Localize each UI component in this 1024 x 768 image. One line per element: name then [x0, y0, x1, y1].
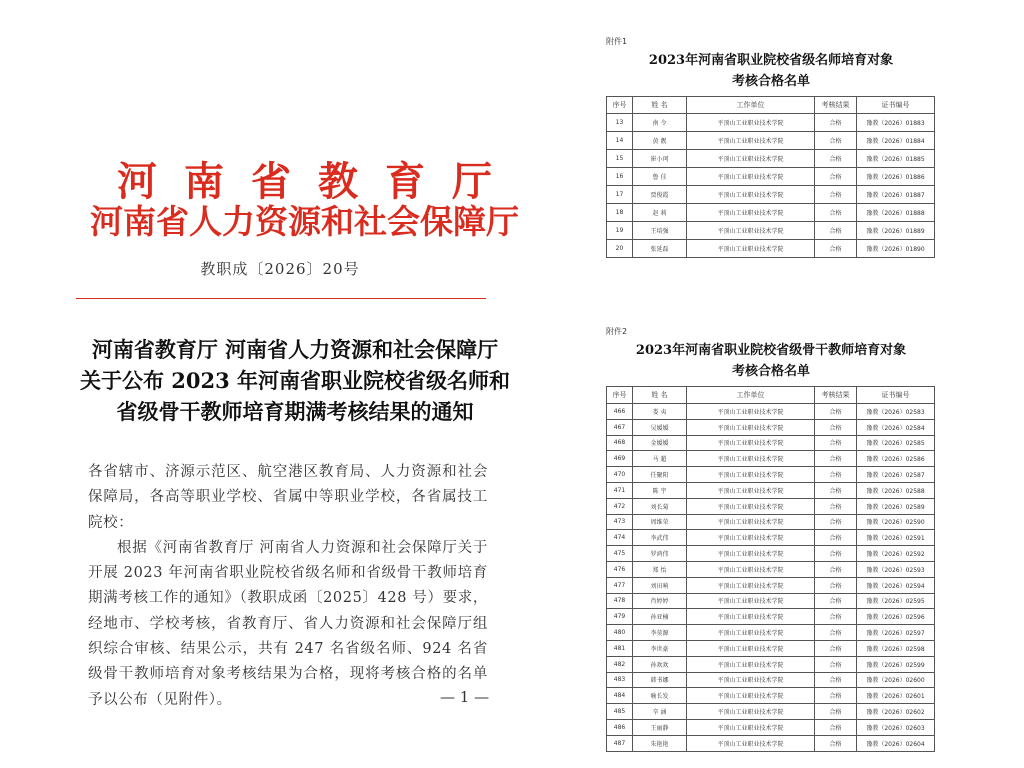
- cell-col-result: 合格: [815, 132, 857, 150]
- cell-col-cert: 豫教（2026）02594: [857, 577, 935, 593]
- cell-col-cert: 豫教（2026）02588: [857, 482, 935, 498]
- cell-col-name: 李莫源: [633, 625, 687, 641]
- cell-col-name: 吴媛媛: [633, 419, 687, 435]
- cell-col-result: 合格: [815, 546, 857, 562]
- table-row: [607, 467, 935, 483]
- cell-col-serial: 20: [607, 240, 633, 258]
- document-number: 教职成〔2026〕20号: [200, 260, 360, 278]
- cell-col-unit: 平顶山工业职业技术学院: [687, 640, 815, 656]
- cell-col-result: 合格: [815, 735, 857, 751]
- cell-col-name: 辛 涵: [633, 704, 687, 720]
- cell-col-serial: 19: [607, 222, 633, 240]
- cell-col-cert: 豫教（2026）02596: [857, 609, 935, 625]
- cell-col-serial: 478: [607, 593, 633, 609]
- cell-col-serial: 479: [607, 609, 633, 625]
- cell-col-name: 李世豪: [633, 640, 687, 656]
- cell-col-name: 任聚阳: [633, 467, 687, 483]
- table-row: [607, 240, 935, 258]
- cell-col-unit: 平顶山工业职业技术学院: [687, 704, 815, 720]
- header-col-cert: 证书编号: [857, 387, 935, 404]
- cell-col-cert: 豫教（2026）02589: [857, 498, 935, 514]
- cell-col-name: 贾俊霞: [633, 186, 687, 204]
- cell-col-name: 王丽静: [633, 719, 687, 735]
- table-row: [607, 704, 935, 720]
- cell-col-serial: 484: [607, 688, 633, 704]
- header-col-serial: 序号: [607, 97, 633, 114]
- cell-col-serial: 476: [607, 561, 633, 577]
- cell-col-result: 合格: [815, 435, 857, 451]
- cell-col-cert: 豫教（2026）01889: [857, 222, 935, 240]
- cell-col-result: 合格: [815, 419, 857, 435]
- cell-col-unit: 平顶山工业职业技术学院: [687, 204, 815, 222]
- cell-col-result: 合格: [815, 240, 857, 258]
- cell-col-name: 肖婷婷: [633, 593, 687, 609]
- cell-col-name: 黄 靓: [633, 132, 687, 150]
- cell-col-cert: 豫教（2026）01886: [857, 168, 935, 186]
- table-row: [607, 132, 935, 150]
- cell-col-serial: 482: [607, 656, 633, 672]
- notice-body: [88, 460, 488, 713]
- cell-col-unit: 平顶山工业职业技术学院: [687, 404, 815, 420]
- annex-title-line: 考核合格名单: [731, 364, 810, 379]
- table-row: [607, 735, 935, 751]
- cell-col-unit: 平顶山工业职业技术学院: [687, 688, 815, 704]
- table-row: [607, 561, 935, 577]
- table-row: [607, 625, 935, 641]
- cell-col-unit: 平顶山工业职业技术学院: [687, 609, 815, 625]
- cell-col-cert: 豫教（2026）02593: [857, 561, 935, 577]
- cell-col-cert: 豫教（2026）02599: [857, 656, 935, 672]
- cell-col-serial: 471: [607, 482, 633, 498]
- cell-col-name: 崔小珂: [633, 150, 687, 168]
- table-row: [607, 451, 935, 467]
- cell-col-cert: 豫教（2026）02591: [857, 530, 935, 546]
- table-row: [607, 404, 935, 420]
- issuer-header-education-dept: 河南省教育厅: [117, 158, 519, 205]
- annex-1: [606, 36, 936, 258]
- cell-col-name: 张延磊: [633, 240, 687, 258]
- table-row: [607, 577, 935, 593]
- cell-col-cert: 豫教（2026）01885: [857, 150, 935, 168]
- cell-col-result: 合格: [815, 704, 857, 720]
- cell-col-cert: 豫教（2026）01888: [857, 204, 935, 222]
- cell-col-unit: 平顶山工业职业技术学院: [687, 451, 815, 467]
- cell-col-serial: 467: [607, 419, 633, 435]
- cell-col-result: 合格: [815, 222, 857, 240]
- cell-col-cert: 豫教（2026）02584: [857, 419, 935, 435]
- table-row: [607, 482, 935, 498]
- notice-title-line: 省级骨干教师培育期满考核结果的通知: [116, 399, 474, 424]
- cell-col-serial: 468: [607, 435, 633, 451]
- cell-col-result: 合格: [815, 640, 857, 656]
- cell-col-unit: 平顶山工业职业技术学院: [687, 222, 815, 240]
- cell-col-name: 赵 莉: [633, 204, 687, 222]
- cell-col-unit: 平顶山工业职业技术学院: [687, 435, 815, 451]
- cell-col-unit: 平顶山工业职业技术学院: [687, 150, 815, 168]
- cell-col-cert: 豫教（2026）02590: [857, 514, 935, 530]
- cell-col-cert: 豫教（2026）01890: [857, 240, 935, 258]
- notice-title: [60, 334, 530, 427]
- cell-col-unit: 平顶山工业职业技术学院: [687, 719, 815, 735]
- cell-col-result: 合格: [815, 656, 857, 672]
- annex-2-table: [606, 386, 935, 752]
- table-row: [607, 672, 935, 688]
- table-row: [607, 222, 935, 240]
- header-col-serial: 序号: [607, 387, 633, 404]
- cell-col-name: 韩书娜: [633, 672, 687, 688]
- cell-col-cert: 豫教（2026）02603: [857, 719, 935, 735]
- cell-col-name: 李武伟: [633, 530, 687, 546]
- cell-col-unit: 平顶山工业职业技术学院: [687, 240, 815, 258]
- body-paragraph: 根据《河南省教育厅 河南省人力资源和社会保障厅关于开展 2023 年河南省职业院校省级名师和省级骨干教师培育期满考核工作的通知》（教职成函〔2025〕428 号）要求，经地市、学校考核，省教育厅、省人力资源和社会保障厅组织综合审核、结果公示，共有 247 名省级名师、924 名省级骨干教师培育对象考核结果为合格，现将考核合格的名单予以公布（见附件）。: [88, 539, 488, 708]
- cell-col-unit: 平顶山工业职业技术学院: [687, 577, 815, 593]
- cell-col-name: 刘田响: [633, 577, 687, 593]
- issuer-header-hr-dept: 河南省人力资源和社会保障厅: [90, 202, 519, 241]
- cell-col-unit: 平顶山工业职业技术学院: [687, 419, 815, 435]
- cell-col-name: 鲁 佳: [633, 168, 687, 186]
- cell-col-result: 合格: [815, 514, 857, 530]
- cell-col-serial: 17: [607, 186, 633, 204]
- page-number: — 1 —: [440, 688, 490, 706]
- cell-col-serial: 472: [607, 498, 633, 514]
- cell-col-unit: 平顶山工业职业技术学院: [687, 593, 815, 609]
- table-row: [607, 419, 935, 435]
- header-col-result: 考核结果: [815, 387, 857, 404]
- table-row: [607, 719, 935, 735]
- annex-label: 附件2: [606, 327, 628, 336]
- cell-col-unit: 平顶山工业职业技术学院: [687, 672, 815, 688]
- cell-col-unit: 平顶山工业职业技术学院: [687, 625, 815, 641]
- cell-col-name: 王培强: [633, 222, 687, 240]
- cell-col-name: 郑 怡: [633, 561, 687, 577]
- cell-col-serial: 481: [607, 640, 633, 656]
- cell-col-unit: 平顶山工业职业技术学院: [687, 467, 815, 483]
- addressee-paragraph: 各省辖市、济源示范区、航空港区教育局、人力资源和社会保障局，各高等职业学校、省属中等职业学校，各省属技工院校：: [88, 464, 488, 531]
- cell-col-cert: 豫教（2026）02592: [857, 546, 935, 562]
- cell-col-result: 合格: [815, 672, 857, 688]
- cell-col-serial: 18: [607, 204, 633, 222]
- table-row: [607, 114, 935, 132]
- table-row: [607, 609, 935, 625]
- table-row: [607, 204, 935, 222]
- cell-col-unit: 平顶山工业职业技术学院: [687, 498, 815, 514]
- cell-col-unit: 平顶山工业职业技术学院: [687, 168, 815, 186]
- table-row: [607, 688, 935, 704]
- red-divider: [76, 298, 486, 299]
- cell-col-name: 陈 宇: [633, 482, 687, 498]
- table-row: [607, 530, 935, 546]
- header-col-name: 姓 名: [633, 97, 687, 114]
- cell-col-unit: 平顶山工业职业技术学院: [687, 561, 815, 577]
- cell-col-result: 合格: [815, 593, 857, 609]
- cell-col-serial: 470: [607, 467, 633, 483]
- cell-col-unit: 平顶山工业职业技术学院: [687, 482, 815, 498]
- cell-col-name: 喻长发: [633, 688, 687, 704]
- cell-col-result: 合格: [815, 561, 857, 577]
- cell-col-name: 孙亚楠: [633, 609, 687, 625]
- header-col-unit: 工作单位: [687, 97, 815, 114]
- table-row: [607, 514, 935, 530]
- table-row: [607, 168, 935, 186]
- cell-col-serial: 477: [607, 577, 633, 593]
- cell-col-cert: 豫教（2026）02587: [857, 467, 935, 483]
- table-row: [607, 546, 935, 562]
- cell-col-name: 金媛媛: [633, 435, 687, 451]
- cell-col-cert: 豫教（2026）02597: [857, 625, 935, 641]
- cell-col-unit: 平顶山工业职业技术学院: [687, 530, 815, 546]
- cell-col-serial: 14: [607, 132, 633, 150]
- cell-col-result: 合格: [815, 467, 857, 483]
- cell-col-cert: 豫教（2026）02586: [857, 451, 935, 467]
- cell-col-unit: 平顶山工业职业技术学院: [687, 546, 815, 562]
- table-row: [607, 656, 935, 672]
- cell-col-cert: 豫教（2026）01887: [857, 186, 935, 204]
- cell-col-serial: 486: [607, 719, 633, 735]
- cell-col-result: 合格: [815, 150, 857, 168]
- cell-col-result: 合格: [815, 451, 857, 467]
- cell-col-cert: 豫教（2026）02602: [857, 704, 935, 720]
- cell-col-cert: 豫教（2026）01883: [857, 114, 935, 132]
- cell-col-serial: 466: [607, 404, 633, 420]
- cell-col-serial: 469: [607, 451, 633, 467]
- cell-col-unit: 平顶山工业职业技术学院: [687, 132, 815, 150]
- table-header-row: [607, 97, 935, 114]
- cell-col-name: 刘长菊: [633, 498, 687, 514]
- annex-title-line: 2023年河南省职业院校省级名师培育对象: [648, 53, 894, 68]
- cell-col-result: 合格: [815, 168, 857, 186]
- cell-col-serial: 16: [607, 168, 633, 186]
- cell-col-unit: 平顶山工业职业技术学院: [687, 114, 815, 132]
- annex-title-line: 考核合格名单: [731, 74, 810, 89]
- cell-col-result: 合格: [815, 204, 857, 222]
- cell-col-cert: 豫教（2026）02604: [857, 735, 935, 751]
- table-row: [607, 150, 935, 168]
- cell-col-serial: 485: [607, 704, 633, 720]
- table-row: [607, 640, 935, 656]
- annex-label: 附件1: [606, 37, 628, 46]
- cell-col-serial: 480: [607, 625, 633, 641]
- cell-col-serial: 475: [607, 546, 633, 562]
- cell-col-result: 合格: [815, 186, 857, 204]
- cell-col-result: 合格: [815, 530, 857, 546]
- header-col-unit: 工作单位: [687, 387, 815, 404]
- cell-col-result: 合格: [815, 688, 857, 704]
- cell-col-serial: 474: [607, 530, 633, 546]
- cell-col-name: 朱艳艳: [633, 735, 687, 751]
- header-col-name: 姓 名: [633, 387, 687, 404]
- annex-2: [606, 326, 936, 752]
- cell-col-serial: 487: [607, 735, 633, 751]
- cell-col-cert: 豫教（2026）02598: [857, 640, 935, 656]
- table-row: [607, 498, 935, 514]
- cell-col-serial: 483: [607, 672, 633, 688]
- cell-col-cert: 豫教（2026）02600: [857, 672, 935, 688]
- cell-col-serial: 473: [607, 514, 633, 530]
- table-header-row: [607, 387, 935, 404]
- cell-col-cert: 豫教（2026）02601: [857, 688, 935, 704]
- cell-col-cert: 豫教（2026）01884: [857, 132, 935, 150]
- table-row: [607, 186, 935, 204]
- cell-col-result: 合格: [815, 114, 857, 132]
- notice-title-line: 关于公布 2023 年河南省职业院校省级名师和: [79, 368, 511, 393]
- cell-col-serial: 13: [607, 114, 633, 132]
- cell-col-result: 合格: [815, 404, 857, 420]
- cell-col-result: 合格: [815, 498, 857, 514]
- cell-col-unit: 平顶山工业职业技术学院: [687, 656, 815, 672]
- cell-col-name: 南 令: [633, 114, 687, 132]
- cell-col-name: 周维荣: [633, 514, 687, 530]
- cell-col-serial: 15: [607, 150, 633, 168]
- cell-col-name: 娄 夷: [633, 404, 687, 420]
- cell-col-result: 合格: [815, 625, 857, 641]
- cell-col-unit: 平顶山工业职业技术学院: [687, 735, 815, 751]
- notice-title-line: 河南省教育厅 河南省人力资源和社会保障厅: [91, 337, 499, 362]
- header-col-cert: 证书编号: [857, 97, 935, 114]
- cell-col-cert: 豫教（2026）02585: [857, 435, 935, 451]
- annex-title-line: 2023年河南省职业院校省级骨干教师培育对象: [635, 343, 907, 358]
- cell-col-result: 合格: [815, 577, 857, 593]
- cell-col-unit: 平顶山工业职业技术学院: [687, 186, 815, 204]
- cell-col-result: 合格: [815, 719, 857, 735]
- cell-col-result: 合格: [815, 609, 857, 625]
- cell-col-name: 罗鸿伟: [633, 546, 687, 562]
- annex-1-table: [606, 96, 935, 258]
- header-col-result: 考核结果: [815, 97, 857, 114]
- cell-col-name: 马 超: [633, 451, 687, 467]
- cell-col-cert: 豫教（2026）02583: [857, 404, 935, 420]
- cell-col-result: 合格: [815, 482, 857, 498]
- table-row: [607, 435, 935, 451]
- cell-col-name: 孙欢欢: [633, 656, 687, 672]
- cell-col-unit: 平顶山工业职业技术学院: [687, 514, 815, 530]
- cell-col-cert: 豫教（2026）02595: [857, 593, 935, 609]
- table-row: [607, 593, 935, 609]
